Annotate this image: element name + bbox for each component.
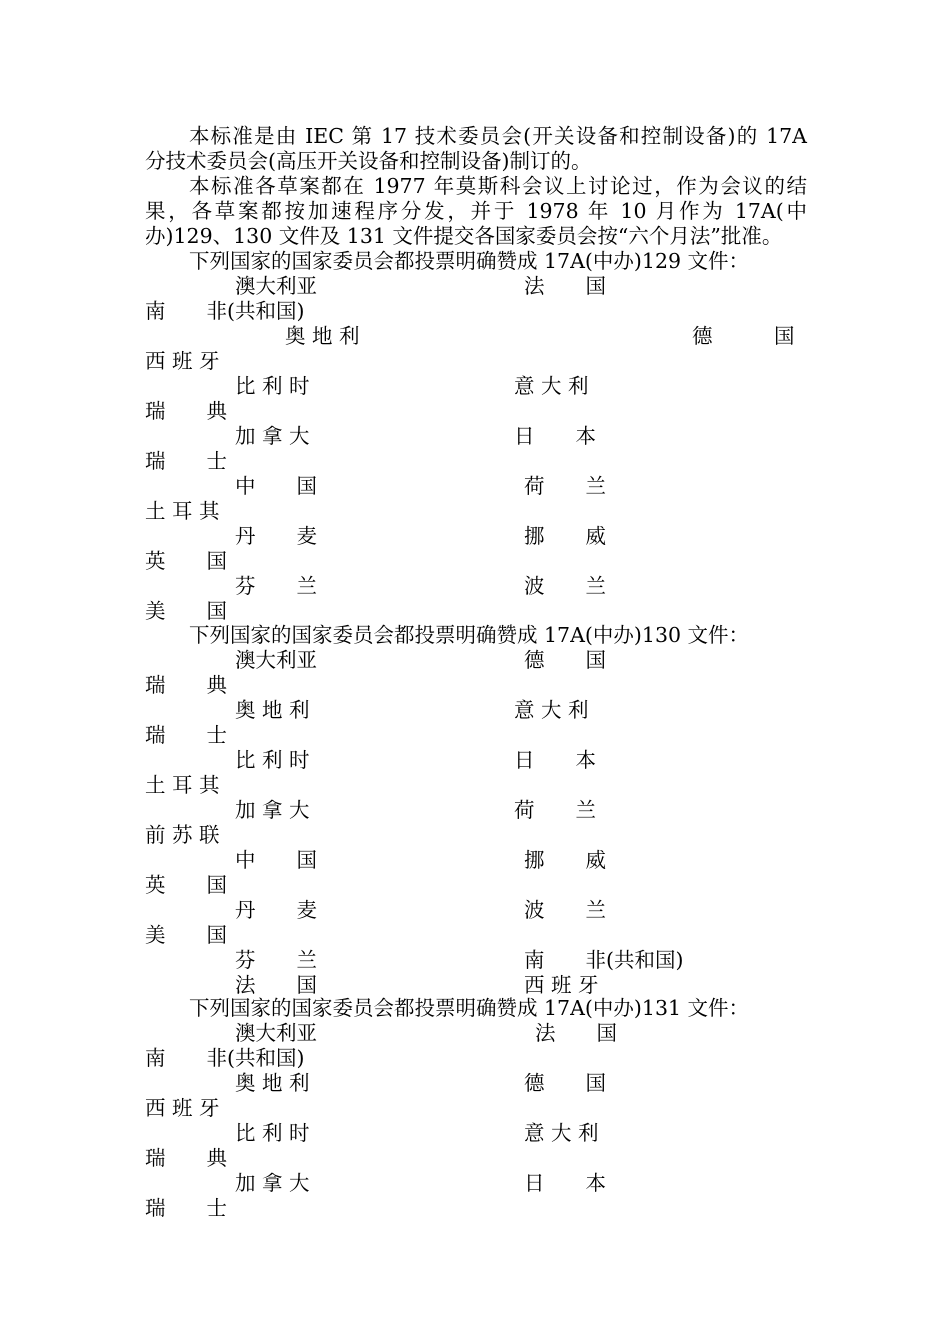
doc129-country-b: 波 兰: [524, 574, 606, 598]
doc129-country-a: 中 国: [235, 474, 317, 498]
doc129-country-c: 英 国: [145, 549, 227, 573]
doc131-country-c: 瑞 士: [145, 1196, 227, 1220]
doc130-country-b: 德 国: [524, 648, 606, 672]
doc129-country-b: 挪 威: [524, 524, 606, 548]
doc130-country-b: 日 本: [514, 748, 596, 772]
doc129-country-a: 澳大利亚: [235, 274, 317, 298]
doc130-country-b: 意 大 利: [514, 698, 589, 722]
doc130-country-b: 西 班 牙: [524, 973, 599, 997]
doc130-country-a: 加 拿 大: [235, 798, 310, 822]
doc129-country-c: 瑞 典: [145, 399, 227, 423]
doc131-heading: 下列国家的国家委员会都投票明确赞成 17A(中办)131 文件：: [189, 996, 750, 1020]
doc129-heading: 下列国家的国家委员会都投票明确赞成 17A(中办)129 文件：: [189, 249, 750, 273]
doc129-country-a: 丹 麦: [235, 524, 317, 548]
doc130-country-b: 南 非(共和国): [524, 948, 684, 972]
doc130-country-b: 荷 兰: [514, 798, 596, 822]
doc129-country-c: 美 国: [145, 599, 227, 623]
doc129-country-b: 德 国: [692, 324, 795, 348]
doc130-country-c: 美 国: [145, 923, 227, 947]
doc129-country-a: 奥 地 利: [285, 324, 360, 348]
doc131-country-b: 法 国: [535, 1021, 617, 1045]
doc130-country-a: 比 利 时: [235, 748, 310, 772]
doc130-heading: 下列国家的国家委员会都投票明确赞成 17A(中办)130 文件：: [189, 623, 750, 647]
doc129-country-a: 芬 兰: [235, 574, 317, 598]
doc129-country-a: 比 利 时: [235, 374, 310, 398]
doc130-country-a: 丹 麦: [235, 898, 317, 922]
doc131-country-a: 比 利 时: [235, 1121, 310, 1145]
doc130-country-a: 芬 兰: [235, 948, 317, 972]
doc129-country-a: 加 拿 大: [235, 424, 310, 448]
doc131-country-c: 瑞 典: [145, 1146, 227, 1170]
doc129-country-b: 法 国: [524, 274, 606, 298]
doc130-country-a: 澳大利亚: [235, 648, 317, 672]
paragraph-1-line-1: 本标准是由 IEC 第 17 技术委员会(开关设备和控制设备)的 17A: [189, 124, 807, 148]
doc129-country-b: 日 本: [514, 424, 596, 448]
paragraph-2-line-3: 办)129、130 文件及 131 文件提交各国家委员会按“六个月法”批准。: [145, 224, 783, 248]
doc130-country-a: 法 国: [235, 973, 317, 997]
doc129-country-c: 南 非(共和国): [145, 299, 305, 323]
doc130-country-c: 土 耳 其: [145, 773, 220, 797]
doc130-country-c: 前 苏 联: [145, 823, 220, 847]
doc131-country-a: 奥 地 利: [235, 1071, 310, 1095]
doc129-country-c: 土 耳 其: [145, 499, 220, 523]
doc129-country-c: 瑞 士: [145, 449, 227, 473]
doc131-country-c: 南 非(共和国): [145, 1046, 305, 1070]
paragraph-2-line-1: 本标准各草案都在 1977 年莫斯科会议上讨论过，作为会议的结: [189, 174, 807, 198]
doc129-country-b: 荷 兰: [524, 474, 606, 498]
paragraph-2-line-2: 果，各草案都按加速程序分发，并于 1978 年 10 月作为 17A(中: [145, 199, 807, 223]
doc131-country-b: 日 本: [524, 1171, 606, 1195]
doc131-country-b: 意 大 利: [524, 1121, 599, 1145]
doc130-country-c: 英 国: [145, 873, 227, 897]
doc131-country-a: 澳大利亚: [235, 1021, 317, 1045]
doc131-country-c: 西 班 牙: [145, 1096, 220, 1120]
doc130-country-a: 中 国: [235, 848, 317, 872]
doc130-country-b: 波 兰: [524, 898, 606, 922]
doc130-country-c: 瑞 士: [145, 723, 227, 747]
doc130-country-a: 奥 地 利: [235, 698, 310, 722]
doc130-country-b: 挪 威: [524, 848, 606, 872]
doc129-country-b: 意 大 利: [514, 374, 589, 398]
doc131-country-a: 加 拿 大: [235, 1171, 310, 1195]
doc129-country-c: 西 班 牙: [145, 349, 220, 373]
paragraph-1-line-2: 分技术委员会(高压开关设备和控制设备)制订的。: [145, 149, 592, 173]
doc131-country-b: 德 国: [524, 1071, 606, 1095]
doc130-country-c: 瑞 典: [145, 673, 227, 697]
